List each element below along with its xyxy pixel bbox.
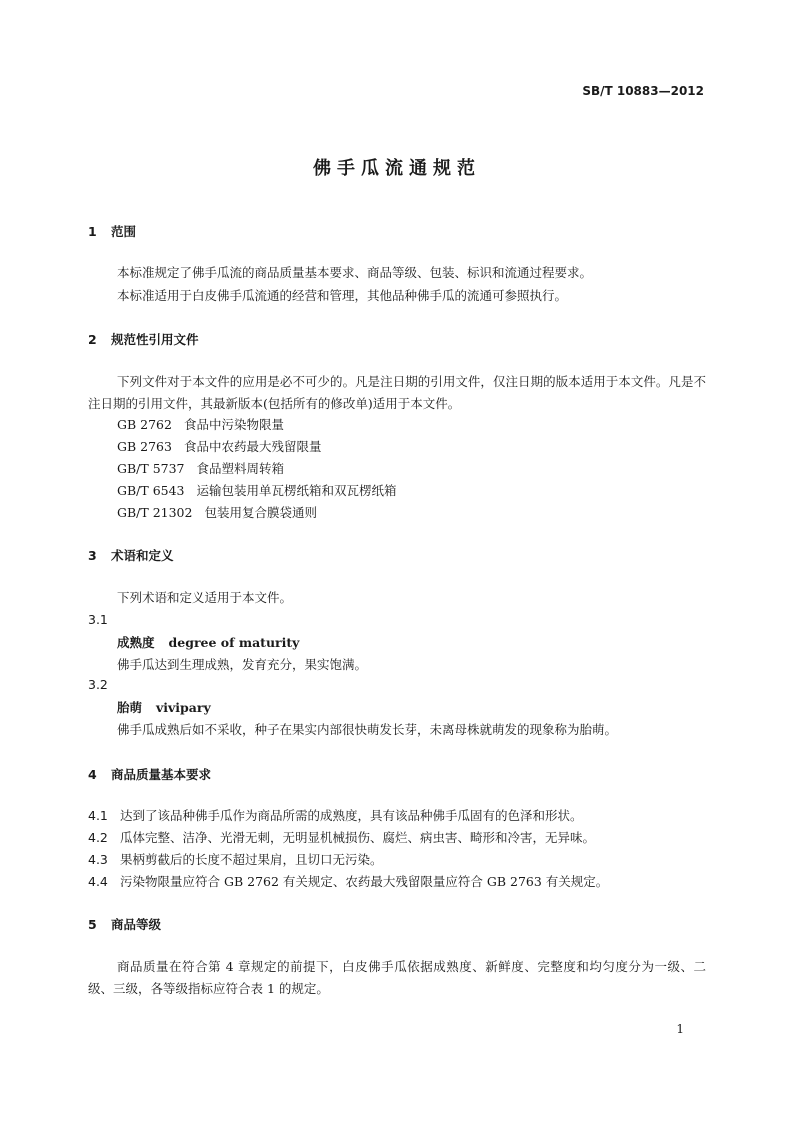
section-title: 商品质量基本要求 <box>111 767 212 782</box>
reference-name: 食品中农药最大残留限量 <box>183 439 322 454</box>
reference-item <box>117 481 397 499</box>
term-number: 3.1 <box>88 612 108 627</box>
reference-item <box>117 437 321 455</box>
section-number: 1 <box>88 224 97 239</box>
section-title: 商品等级 <box>111 917 162 932</box>
reference-name: 食品塑料周转箱 <box>196 461 285 476</box>
clause-item <box>88 806 583 824</box>
section-3-intro: 下列术语和定义适用于本文件。 <box>117 590 293 605</box>
page-number: 1 <box>676 1022 684 1036</box>
section-2-heading <box>88 330 199 348</box>
section-number: 5 <box>88 917 97 932</box>
reference-item <box>117 415 284 433</box>
reference-code: GB 2763 <box>117 439 172 454</box>
term-definition: 佛手瓜成熟后如不采收，种子在果实内部很快萌发长芽，未离母株就萌发的现象称为胎萌。 <box>117 722 618 737</box>
reference-code: GB 2762 <box>117 417 172 432</box>
document-title: 佛手瓜流通规范 <box>313 158 481 179</box>
clause-item <box>88 872 608 890</box>
clause-text: 果柄剪截后的长度不超过果肩，且切口无污染。 <box>120 852 383 867</box>
standard-code: SB/T 10883—2012 <box>582 84 704 98</box>
section-1-heading <box>88 222 136 240</box>
reference-name: 包装用复合膜袋通则 <box>204 505 317 520</box>
section-3-heading <box>88 546 174 564</box>
term-english: degree of maturity <box>168 635 300 650</box>
section-number: 4 <box>88 767 97 782</box>
reference-code: GB/T 5737 <box>117 461 185 476</box>
reference-code: GB/T 6543 <box>117 483 185 498</box>
reference-code: GB/T 21302 <box>117 505 193 520</box>
clause-text: 达到了该品种佛手瓜作为商品所需的成熟度，具有该品种佛手瓜固有的色泽和形状。 <box>120 808 583 823</box>
section-number: 2 <box>88 332 97 347</box>
reference-item <box>117 503 317 521</box>
clause-item <box>88 828 595 846</box>
section-4-heading <box>88 765 211 783</box>
term-chinese: 胎萌 <box>117 700 143 715</box>
section-number: 3 <box>88 548 97 563</box>
clause-number: 4.1 <box>88 808 108 823</box>
clause-text: 污染物限量应符合 GB 2762 有关规定、农药最大残留限量应符合 GB 2763 有关规定。 <box>120 874 609 889</box>
section-5-paragraph: 商品质量在符合第 4 章规定的前提下，白皮佛手瓜依据成熟度、新鲜度、完整度和均匀度分为一级、二级、三级，各等级指标应符合表 1 的规定。 <box>88 959 706 996</box>
reference-item <box>117 459 284 477</box>
section-title: 范围 <box>111 224 137 239</box>
clause-number: 4.2 <box>88 830 108 845</box>
section-1-paragraph-1: 本标准规定了佛手瓜流的商品质量基本要求、商品等级、包装、标识和流通过程要求。 <box>117 265 593 280</box>
section-title: 术语和定义 <box>111 548 174 563</box>
clause-item <box>88 850 383 868</box>
term-heading <box>117 633 299 651</box>
term-heading <box>117 698 211 716</box>
section-title: 规范性引用文件 <box>111 332 199 347</box>
term-chinese: 成熟度 <box>117 635 155 650</box>
reference-name: 食品中污染物限量 <box>183 417 284 432</box>
clause-number: 4.4 <box>88 874 108 889</box>
clause-number: 4.3 <box>88 852 108 867</box>
term-number: 3.2 <box>88 677 108 692</box>
section-5-heading <box>88 915 161 933</box>
reference-name: 运输包装用单瓦楞纸箱和双瓦楞纸箱 <box>196 483 397 498</box>
term-definition: 佛手瓜达到生理成熟，发育充分，果实饱满。 <box>117 657 368 672</box>
section-2-intro: 下列文件对于本文件的应用是必不可少的。凡是注日期的引用文件，仅注日期的版本适用于本文件。凡是不注日期的引用文件，其最新版本(包括所有的修改单)适用于本文件。 <box>88 374 706 411</box>
section-1-paragraph-2: 本标准适用于白皮佛手瓜流通的经营和管理，其他品种佛手瓜的流通可参照执行。 <box>117 288 568 303</box>
term-english: vivipary <box>156 700 211 715</box>
clause-text: 瓜体完整、洁净、光滑无刺，无明显机械损伤、腐烂、病虫害、畸形和冷害，无异味。 <box>120 830 596 845</box>
